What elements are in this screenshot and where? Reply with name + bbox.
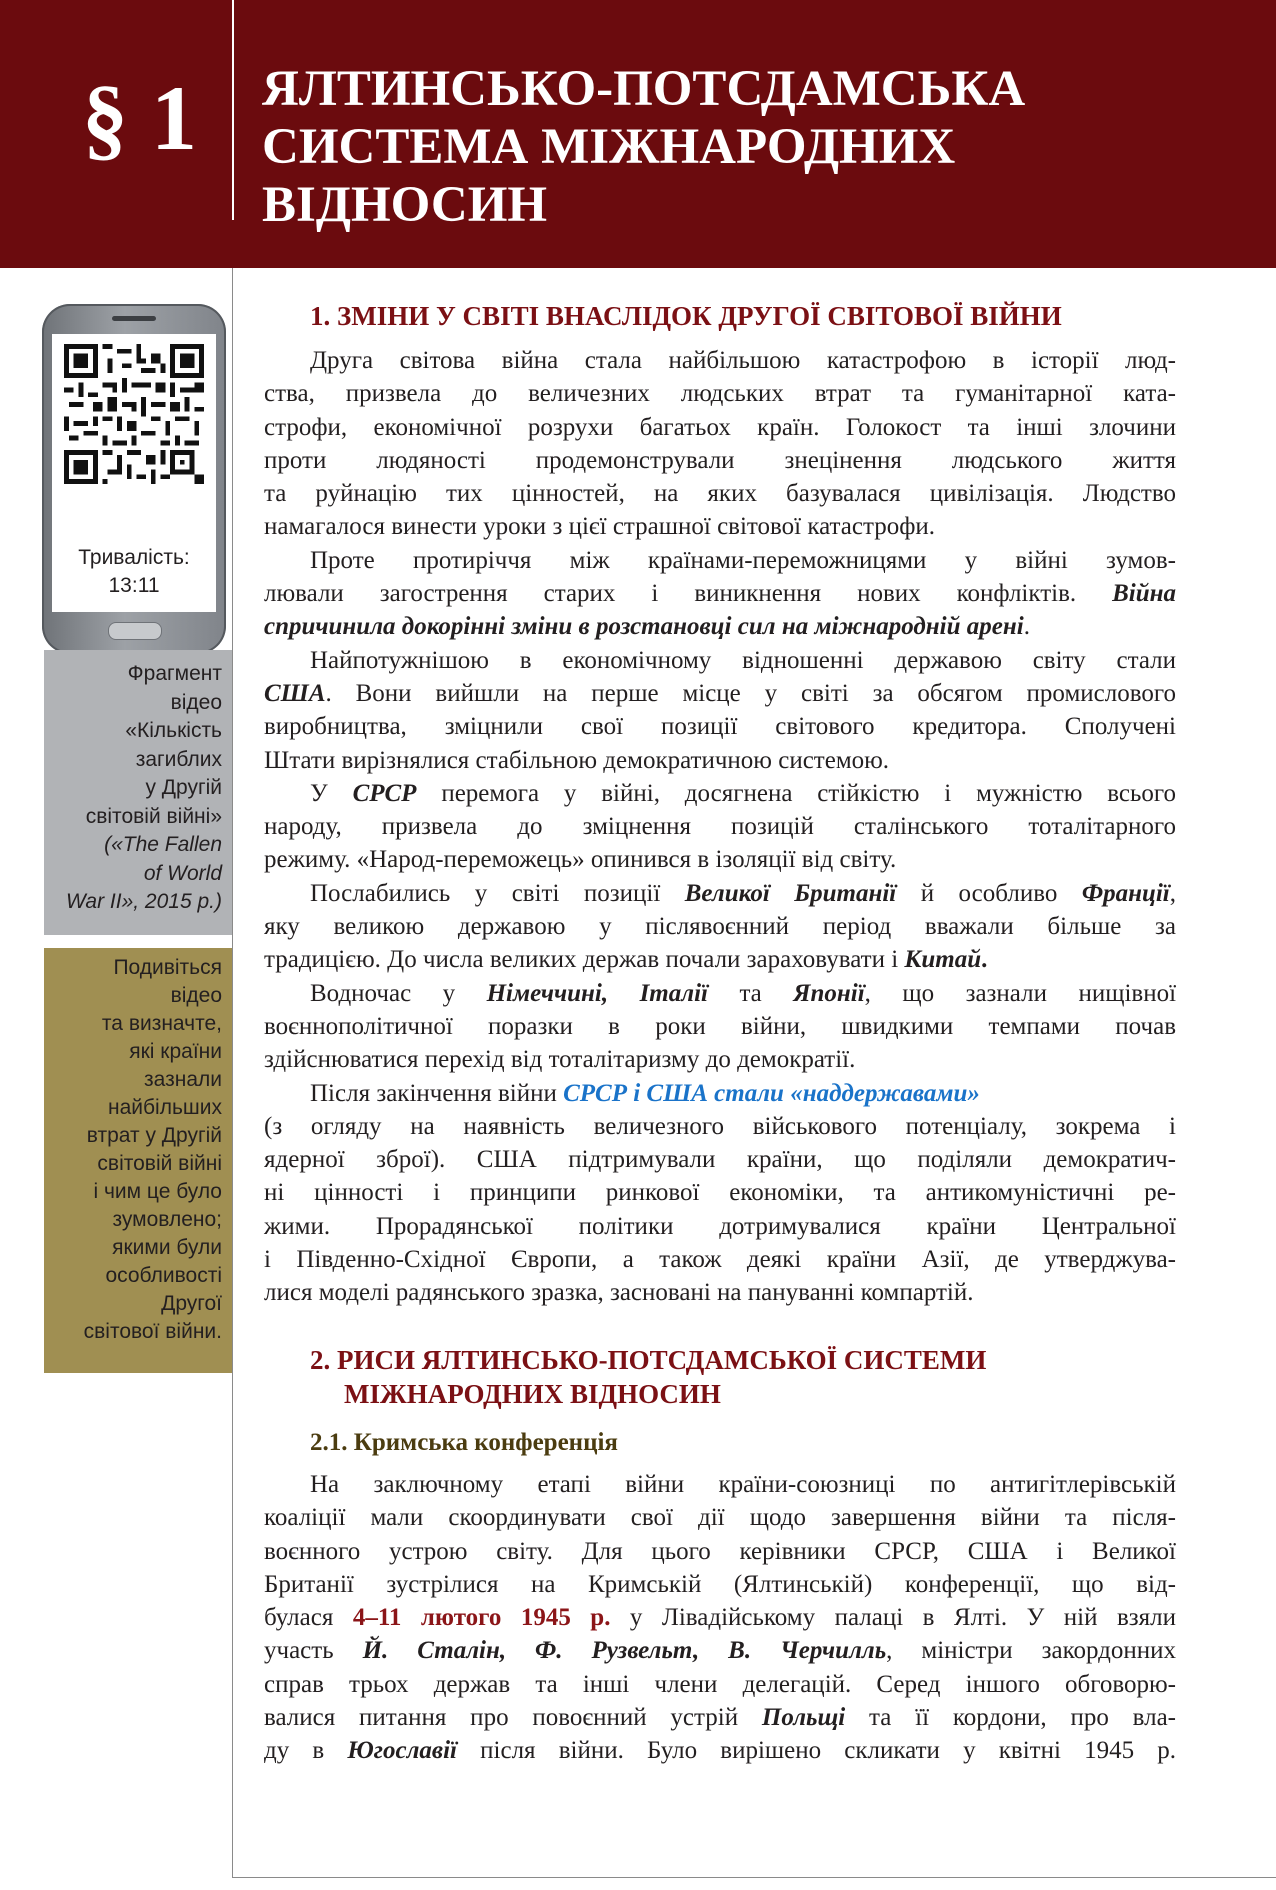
text-line: строфи, економічної розрухи багатьох країн. Голокост та інші злочини [264, 413, 1176, 441]
text-line: лися моделі радянського зразка, засновані на пануванні компартій. [264, 1279, 974, 1307]
text-line: традицією. До числа великих держав почали зараховувати і Китай. [264, 946, 988, 974]
text-line: воєннополітичної поразки в роки війни, швидкими темпами почав [264, 1012, 1176, 1040]
section-2-heading: МІЖНАРОДНИХ ВІДНОСИН [344, 1379, 721, 1409]
text-line: лювали загострення старих і виникнення нових конфліктів. Війна [264, 580, 1176, 608]
text-line: Британії зустрілися на Кримській (Ялтинській) конференції, що від- [264, 1570, 1176, 1598]
section-2-heading: 2. РИСИ ЯЛТИНСЬКО-ПОТСДАМСЬКОЇ СИСТЕМИ [310, 1345, 987, 1375]
header-divider [232, 0, 234, 220]
caption-line: «Кількість [125, 719, 222, 742]
duration-label: Тривалість: [78, 546, 190, 569]
text-line: участь Й. Сталін, Ф. Рузвельт, В. Черчилль, міністри закордонних [264, 1637, 1176, 1665]
task-line: та визначте, [101, 1012, 222, 1035]
text-line: ду в Югославії після війни. Було вирішено скликати у квітні 1945 р. [264, 1737, 1176, 1765]
highlight-date: 4–11 лютого 1945 р. [352, 1604, 611, 1632]
text-line: коаліції мали скоординувати свої дії щодо завершення війни та після- [264, 1504, 1176, 1532]
text-line: Водночас у Німеччині, Італії та Японії, що зазнали нищівної [310, 979, 1177, 1007]
text-line: народу, призвела до зміцнення позицій сталінського тоталітарного [264, 813, 1176, 841]
text-line: На заключному етапі війни країни-союзниці по антигітлерівській [310, 1471, 1176, 1498]
text-line: Послабились у світі позиції Великої Британії й особливо Франції, [310, 879, 1177, 907]
phone-home-button [108, 622, 162, 640]
text-line: ні цінності і принципи ринкової економіки, та антикомуністичні ре- [264, 1179, 1176, 1207]
text-line: ядерної зброї). США підтримували країни, що поділяли демократич- [264, 1146, 1176, 1174]
subsection-heading: 2.1. Кримська конференція [310, 1429, 618, 1456]
text-line: воєнного устрою світу. Для цього керівники СРСР, США і Великої [264, 1537, 1176, 1565]
task-line: світовій війні [97, 1152, 222, 1175]
task-line: Другої [161, 1292, 222, 1315]
text-line: Після закінчення війни СРСР і США стали «наддержавами» [310, 1079, 980, 1107]
chapter-header [0, 0, 1276, 268]
section-number: § 1 [82, 67, 197, 169]
caption-line: світовій війні» [85, 804, 222, 828]
text-line: ства, призвела до величезних людських втрат та гуманітарної ката- [264, 380, 1176, 408]
caption-line: War II», 2015 р.) [65, 890, 222, 913]
section-2-body [264, 1468, 1176, 1768]
caption-line: у Другій [145, 776, 222, 799]
task-line: найбільших [108, 1096, 222, 1119]
task-line: зазнали [144, 1068, 222, 1091]
text-line: (з огляду на наявність величезного військового потенціалу, зокрема і [264, 1112, 1176, 1140]
caption-line: загиблих [135, 747, 222, 771]
text-line: валися питання про повоєнний устрій Польщі та її кордони, про вла- [264, 1704, 1177, 1732]
task-line: Подивіться [113, 956, 222, 979]
phone-speaker [112, 316, 156, 321]
chapter-title-line: СИСТЕМА МІЖНАРОДНИХ [262, 119, 956, 175]
text-line: проти людяності продемонстрували знецінення людського життя [264, 446, 1176, 474]
caption-line: («The Fallen [104, 833, 222, 856]
text-line: булася 4–11 лютого 1945 р. у Лівадійському палаці в Ялті. У ній взяли [264, 1604, 1177, 1632]
video-duration [52, 544, 216, 600]
task-line: зумовлено; [112, 1208, 222, 1231]
task-line: втрат у Другій [86, 1124, 222, 1147]
task-line: особливості [105, 1264, 222, 1287]
text-line: спричинила докорінні зміни в розстановці сил на міжнародній арені. [264, 613, 1030, 641]
section-1-heading: 1. ЗМІНИ У СВІТІ ВНАСЛІДОК ДРУГОЇ СВІТОВОЇ ВІЙНИ [310, 301, 1062, 331]
caption-line: Фрагмент [127, 662, 222, 685]
text-line: Проте протиріччя між країнами-переможницями у війні зумов- [310, 546, 1176, 574]
text-line: У СРСР перемога у війні, досягнена стійкістю і мужністю всього [310, 779, 1177, 807]
chapter-title-line: ВІДНОСИН [262, 177, 548, 233]
qr-code-icon[interactable] [64, 344, 204, 484]
text-line: справ трьох держав та інші члени делегацій. Серед іншого обговорю- [264, 1670, 1176, 1698]
phone-screen [52, 334, 216, 612]
task-box [44, 948, 232, 1373]
text-line: режиму. «Народ-переможець» опинився в ізоляції від світу. [264, 846, 897, 874]
margin-rule [232, 268, 233, 1878]
section-1-body [264, 344, 1176, 1310]
task-line: якими були [112, 1236, 222, 1259]
video-caption-box [44, 650, 232, 935]
text-line: США. Вони вийшли на перше місце у світі за обсягом промислового [264, 679, 1176, 707]
text-line: виробництва, зміцнили свої позиції світового кредитора. Сполучені [264, 713, 1176, 741]
text-line: і Південно-Східної Європи, а також деякі країни Азії, де утверджува- [264, 1246, 1176, 1274]
task-line: які країни [129, 1040, 222, 1063]
bottom-rule [232, 1877, 1276, 1878]
highlight-term: СРСР і США стали «наддержавами» [563, 1079, 980, 1107]
text-line: Найпотужнішою в економічному відношенні державою світу стали [310, 646, 1176, 674]
text-line: жими. Прорадянської політики дотримувалися країни Центральної [264, 1212, 1176, 1240]
text-line: Друга світова війна стала найбільшою катастрофою в історії люд- [310, 347, 1176, 374]
task-line: відео [170, 984, 222, 1007]
task-line: світової війни. [83, 1320, 222, 1343]
chapter-title-line: ЯЛТИНСЬКО-ПОТСДАМСЬКА [262, 61, 1026, 117]
text-line: здійснюватися перехід від тоталітаризму до демократії. [264, 1046, 856, 1074]
caption-line: відео [170, 690, 222, 714]
text-line: яку великою державою у післявоєнний період вважали більше за [264, 913, 1176, 941]
chapter-title [262, 60, 1242, 234]
phone-illustration [42, 304, 226, 654]
caption-line: of World [143, 861, 222, 885]
text-line: намагалося винести уроки з цієї страшної світової катастрофи. [264, 513, 936, 541]
text-line: Штати вирізнялися стабільною демократичною системою. [264, 746, 890, 774]
text-line: та руйнацію тих цінностей, на яких базувалася цивілізація. Людство [264, 480, 1176, 508]
duration-value: 13:11 [108, 574, 160, 597]
task-line: і чим це було [93, 1180, 222, 1203]
